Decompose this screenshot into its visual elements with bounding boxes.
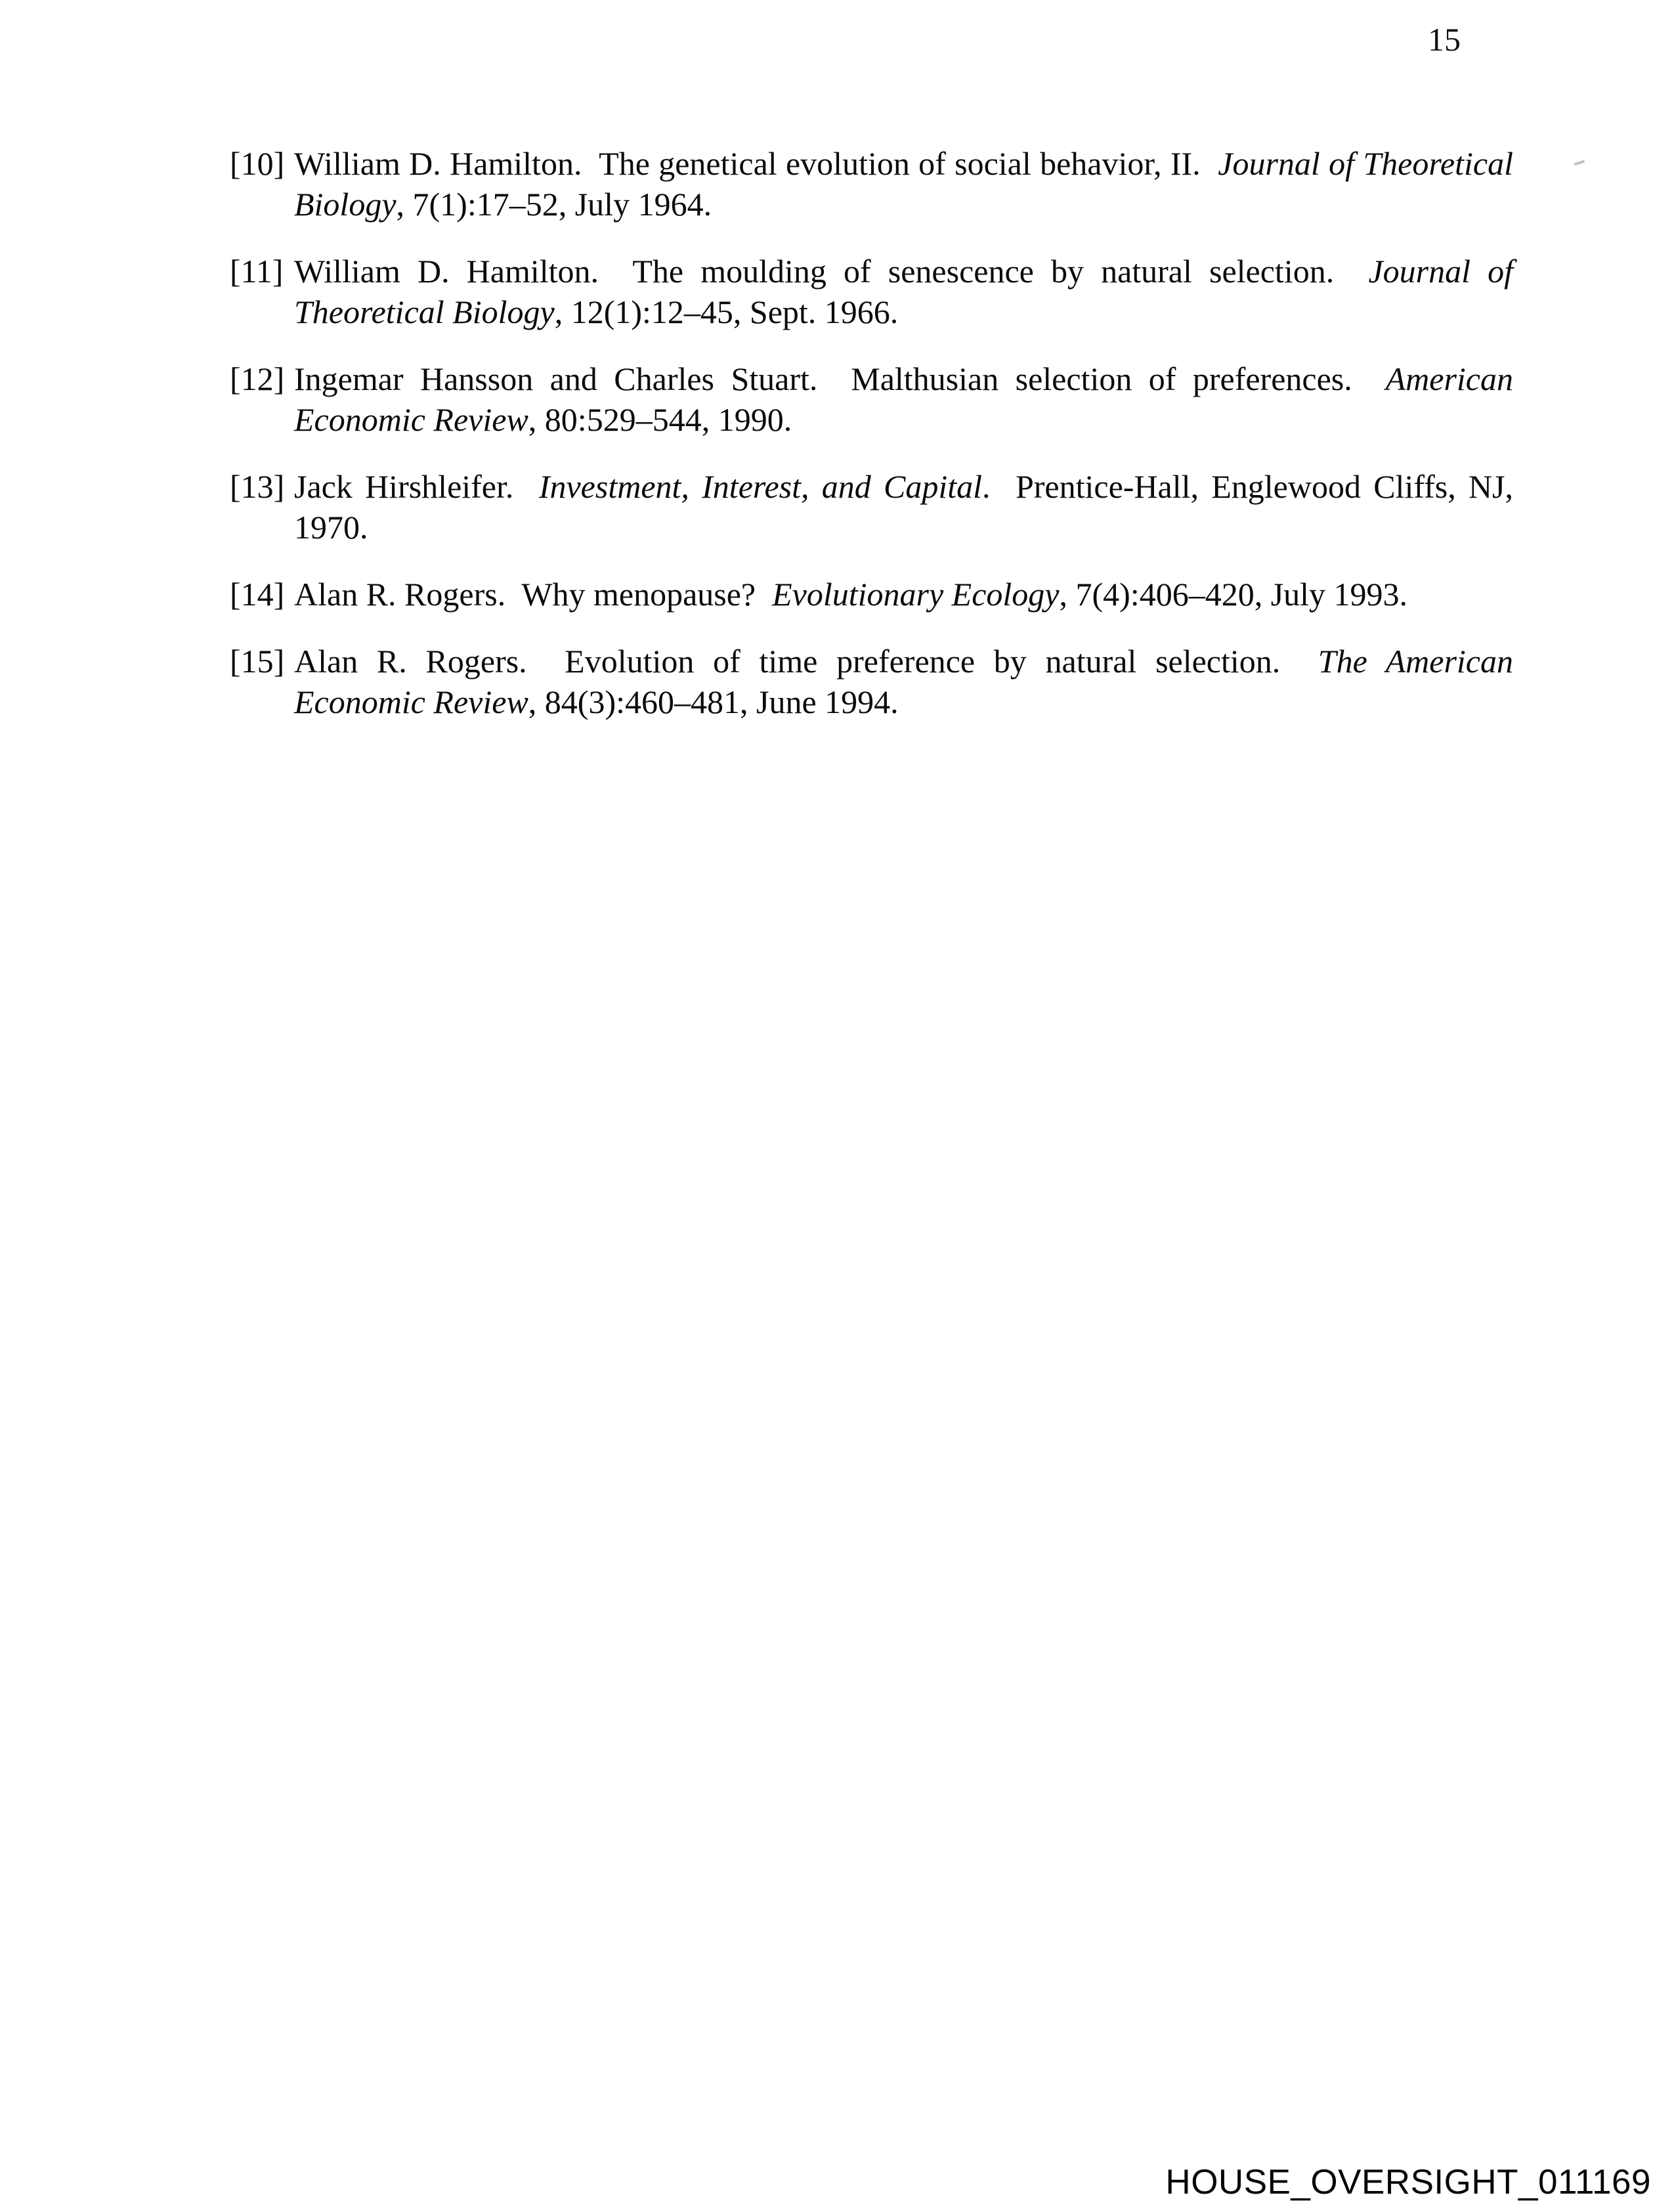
reference-text	[294, 466, 1522, 548]
reference-text	[294, 641, 1522, 722]
reference-post-text: , 7(1):17–52, July 1964.	[396, 186, 712, 223]
reference-text	[294, 574, 1513, 615]
references-list	[230, 143, 1522, 748]
reference-label: [15]	[230, 643, 285, 680]
reference-label: [13]	[230, 468, 285, 505]
reference-pre-text: Jack Hirshleifer.	[294, 468, 539, 505]
journal-title: Evolutionary Ecology	[772, 576, 1060, 613]
reference-item	[230, 143, 1522, 225]
reference-item	[230, 574, 1513, 615]
reference-post-text: , 12(1):12–45, Sept. 1966.	[554, 293, 899, 330]
journal-title: Journal of Theoretical Biology	[294, 145, 1522, 223]
reference-item	[230, 358, 1522, 440]
page-number: 15	[1428, 21, 1461, 58]
reference-text	[294, 251, 1522, 332]
reference-pre-text: Alan R. Rogers. Why menopause?	[294, 576, 773, 613]
reference-item	[230, 466, 1522, 548]
book-title: Investment, Interest, and Capital	[538, 468, 983, 505]
reference-text	[294, 358, 1522, 440]
reference-pre-text: William D. Hamilton. The genetical evolution of social behavior, II.	[294, 145, 1218, 182]
reference-item	[230, 251, 1522, 332]
reference-post-text: , 80:529–544, 1990.	[528, 401, 792, 438]
reference-post-text: . Prentice-Hall, Englewood Cliffs, NJ, 1970.	[294, 468, 1522, 546]
reference-pre-text: William D. Hamilton. The moulding of senescence by natural selection.	[294, 253, 1369, 290]
journal-title: Journal of Theoretical Biology	[294, 253, 1522, 330]
reference-post-text: , 7(4):406–420, July 1993.	[1059, 576, 1408, 613]
journal-title: The American Economic Review	[294, 643, 1522, 720]
journal-title: American Economic Review	[294, 360, 1522, 438]
reference-item	[230, 641, 1522, 722]
reference-label: [10]	[230, 145, 285, 182]
bates-stamp: HOUSE_OVERSIGHT_011169	[1165, 2163, 1651, 2201]
reference-label: [14]	[230, 576, 285, 613]
reference-text	[294, 143, 1522, 225]
reference-pre-text: Alan R. Rogers. Evolution of time preference by natural selection.	[294, 643, 1318, 680]
reference-post-text: , 84(3):460–481, June 1994.	[528, 683, 899, 720]
reference-label: [12]	[230, 360, 285, 397]
reference-pre-text: Ingemar Hansson and Charles Stuart. Malthusian selection of preferences.	[294, 360, 1386, 397]
scan-artifact-mark	[1574, 160, 1585, 166]
reference-label: [11]	[230, 253, 284, 290]
